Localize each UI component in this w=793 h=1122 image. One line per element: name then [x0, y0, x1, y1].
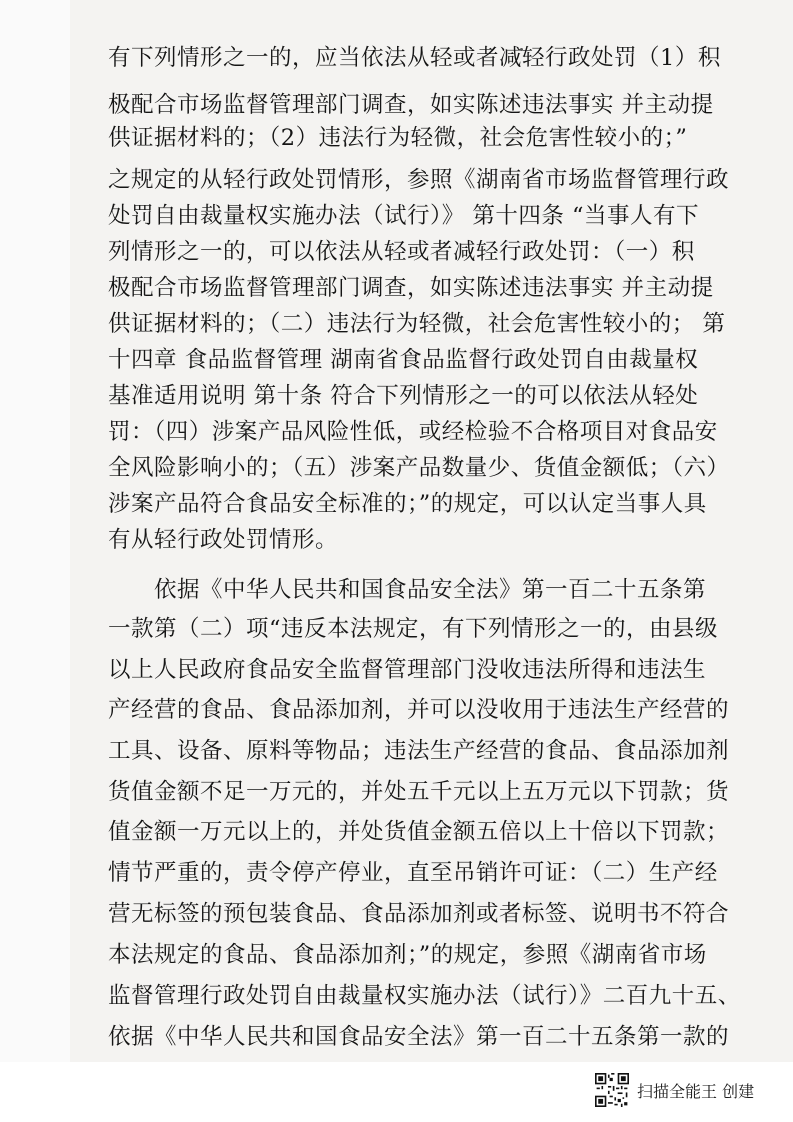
text-line: 一款第（二）项“违反本法规定，有下列情形之一的，由县级 [108, 616, 719, 642]
text-line: 罚：（四）涉案产品风险性低，或经检验不合格项目对食品安 [108, 419, 718, 445]
text-line: 基准适用说明 第十条 符合下列情形之一的可以依法从轻处 [108, 383, 699, 409]
text-line: 值金额一万元以上的，并处货值金额五倍以上十倍以下罚款； [108, 819, 730, 845]
paragraph-start-line: 依据《中华人民共和国食品安全法》第一百二十五条第 [154, 577, 707, 603]
scanner-brand-text: 扫描全能王 创建 [637, 1081, 755, 1101]
text-line: 供证据材料的；（2）违法行为轻微，社会危害性较小的；” [108, 125, 688, 151]
text-line: 涉案产品符合食品安全标准的；”的规定，可以认定当事人具 [108, 491, 707, 517]
text-line: 十四章 食品监督管理 湖南省食品监督行政处罚自由裁量权 [108, 347, 699, 373]
text-line: 情节严重的，责令停产停业，直至吊销许可证：（二）生产经 [108, 860, 718, 886]
text-line: 有下列情形之一的，应当依法从轻或者减轻行政处罚（1）积 [108, 45, 721, 71]
text-line: 有从轻行政处罚情形。 [108, 527, 339, 553]
text-line: 本法规定的食品、食品添加剂；”的规定，参照《湖南省市场 [108, 942, 707, 968]
text-line: 极配合市场监督管理部门调查，如实陈述违法事实 并主动提 [108, 275, 714, 301]
text-line: 营无标签的预包装食品、食品添加剂或者标签、说明书不符合 [108, 901, 730, 927]
qr-code-icon [595, 1073, 629, 1107]
text-line: 列情形之一的，可以依法从轻或者减轻行政处罚：（一）积 [108, 239, 695, 265]
text-line: 处罚自由裁量权实施办法（试行）》 第十四条 “当事人有下 [108, 203, 700, 229]
text-line: 以上人民政府食品安全监督管理部门没收违法所得和违法生 [108, 657, 707, 683]
text-line: 依据《中华人民共和国食品安全法》第一百二十五条第一款的 [108, 1024, 730, 1050]
text-line: 之规定的从轻行政处罚情形，参照《湖南省市场监督管理行政 [108, 167, 730, 193]
text-line: 工具、设备、原料等物品；违法生产经营的食品、食品添加剂 [108, 738, 730, 764]
text-line: 货值金额不足一万元的，并处五千元以上五万元以下罚款；货 [108, 779, 730, 805]
scanner-margin [0, 0, 70, 1062]
scanner-watermark [595, 1072, 754, 1108]
text-line: 全风险影响小的；（五）涉案产品数量少、货值金额低；（六） [108, 455, 730, 481]
text-line: 极配合市场监督管理部门调查，如实陈述违法事实 并主动提 [108, 92, 714, 118]
text-line: 监督管理行政处罚自由裁量权实施办法（试行）》二百九十五、 [108, 983, 741, 1009]
document-body [108, 0, 741, 1060]
text-line: 产经营的食品、食品添加剂，并可以没收用于违法生产经营的 [108, 697, 730, 723]
text-line: 供证据材料的；（二）违法行为轻微，社会危害性较小的； 第 [108, 311, 726, 337]
